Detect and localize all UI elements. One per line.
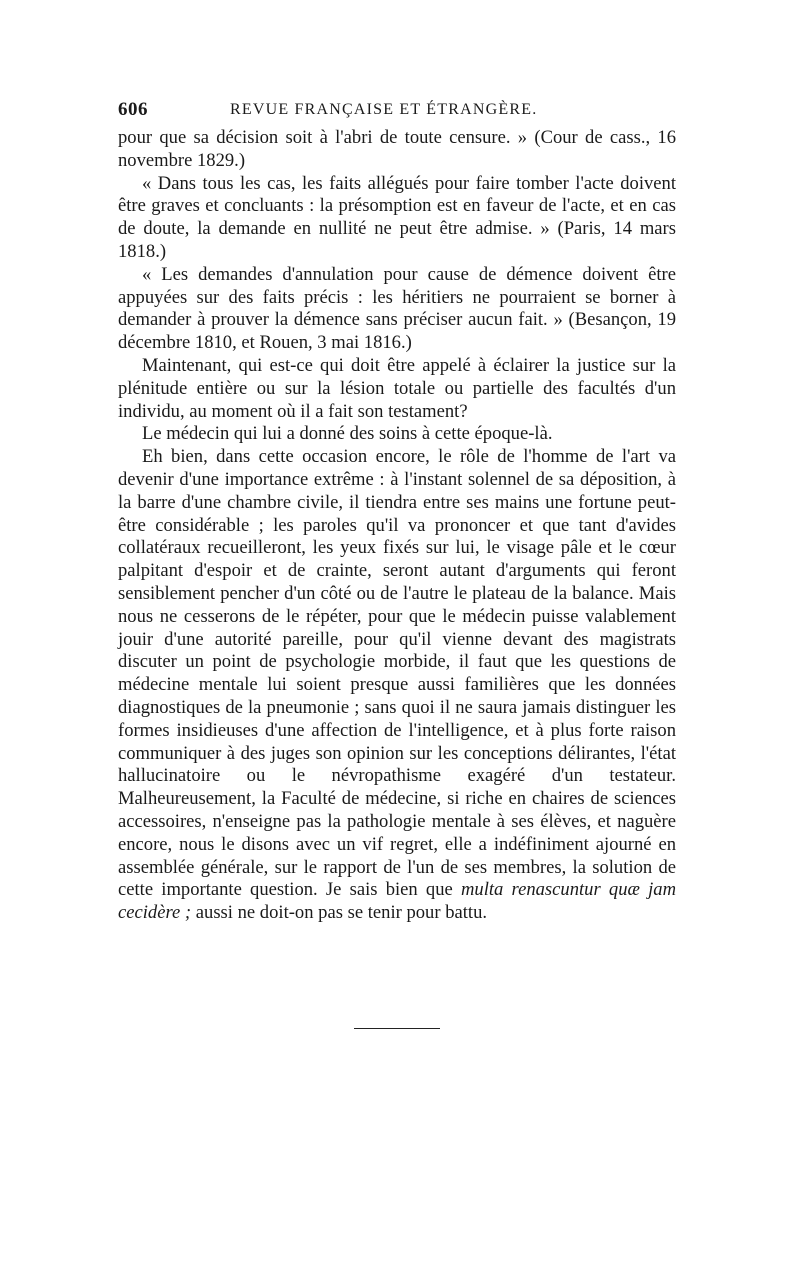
page-number: 606 bbox=[118, 99, 148, 120]
paragraph-4 bbox=[118, 355, 676, 423]
paragraph-3 bbox=[118, 264, 676, 355]
paragraph-6-text: Eh bien, dans cette occasion encore, le rôle de l'homme de l'art va devenir d'une importance extrême : à l'instant solennel de sa déposition, à la barre d'une chambre civile, il tiendra entre ses mains une fortune peut-être considérable ; les paroles qu'il va prononcer et que tant d'avides collatéraux recueilleront, les yeux fixés sur lui, le visage pâle et le cœur palpitant d'espoir et de crainte, seront autant d'arguments qui feront sensiblement pencher d'un côté ou de l'autre le plateau de la balance. Mais nous ne cesserons de le répéter, pour que le médecin puisse valablement jouir d'une autorité pareille, pour qu'il vienne devant des magistrats discuter un point de psychologie morbide, il faut que les questions de médecine mentale lui soient presque aussi familières que les données diagnostiques de la pneumonie ; sans quoi il ne saura jamais distinguer les formes insidieuses d'une affection de l'intelligence, et à plus forte raison communiquer à des juges son opinion sur les conceptions délirantes, l'état hallucinatoire ou le névropathisme exagéré d'un testateur. Malheureusement, la Faculté de médecine, si riche en chaires de sciences accessoires, n'enseigne pas la pathologie mentale à ses élèves, et naguère encore, nous le disons avec un vif regret, elle a indéfiniment ajourné en assemblée générale, sur le rapport de l'un de ses membres, la solution de cette importante question. Je sais bien que bbox=[118, 446, 676, 901]
paragraph-5-text: Le médecin qui lui a donné des soins à cette époque-là. bbox=[142, 423, 553, 445]
paragraph-1-text: pour que sa décision soit à l'abri de toute censure. » (Cour de cass., 16 novembre 1829.) bbox=[118, 127, 676, 171]
paragraph-4-text: Maintenant, qui est-ce qui doit être appelé à éclairer la justice sur la plénitude entière ou sur la lésion totale ou partielle des facultés d'un individu, au moment où il a fait son testament? bbox=[118, 354, 676, 422]
paragraph-5 bbox=[118, 423, 676, 446]
paragraph-1 bbox=[118, 127, 676, 173]
body-text bbox=[118, 127, 676, 925]
paragraph-2-text: « Dans tous les cas, les faits allégués pour faire tomber l'acte doivent être graves et concluants : la présomption est en faveur de l'acte, et en cas de doute, la demande en nullité ne peut être admise. » (Paris, 14 mars 1818.) bbox=[118, 172, 676, 262]
section-end-rule bbox=[354, 1028, 440, 1029]
latin-quotation: multa renascuntur quæ jam cecidère ; bbox=[118, 879, 676, 924]
paragraph-6-ending: aussi ne doit-on pas se tenir pour battu. bbox=[191, 902, 488, 924]
paragraph-2 bbox=[118, 173, 676, 264]
running-title: REVUE FRANÇAISE ET ÉTRANGÈRE. bbox=[230, 101, 538, 118]
page-header bbox=[118, 95, 676, 127]
document-page bbox=[118, 95, 676, 925]
paragraph-6 bbox=[118, 446, 676, 925]
paragraph-3-text: « Les demandes d'annulation pour cause de démence doivent être appuyées sur des faits précis : les héritiers ne pourraient se borner à demander à prouver la démence sans préciser aucun fait. » (Besançon, 19 décembre 1810, et Rouen, 3 mai 1816.) bbox=[118, 263, 676, 354]
